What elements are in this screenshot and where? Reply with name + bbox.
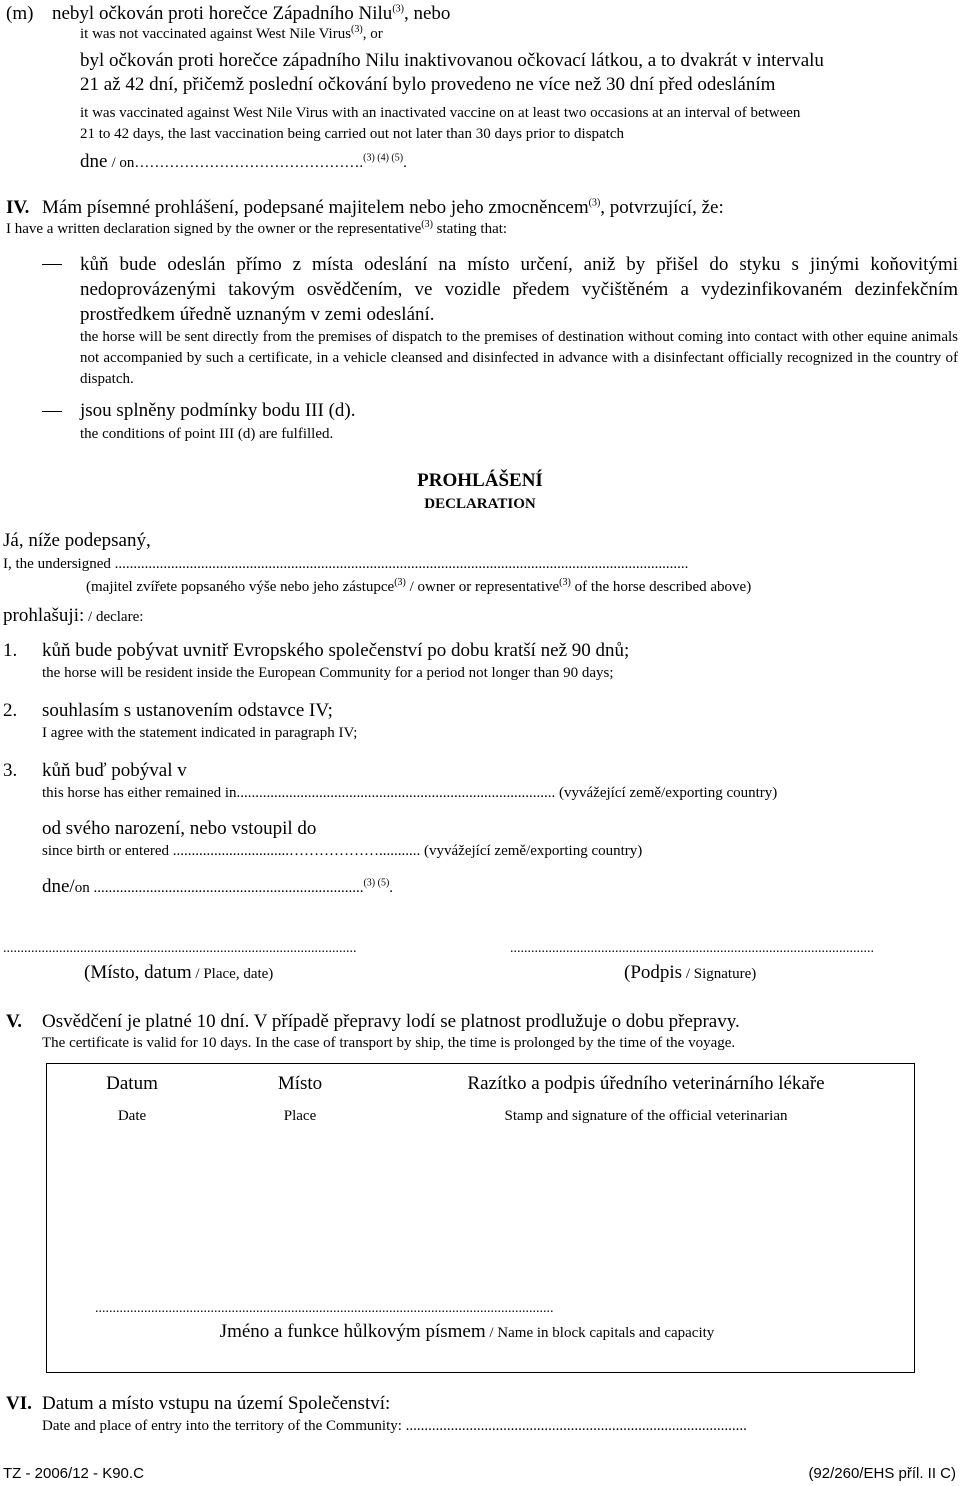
undersigned-en: I, the undersigned (3, 556, 111, 572)
decl-item1-number: 1. (3, 640, 18, 661)
section-iv-item1-en: the horse will be sent directly from the premises of dispatch to the premises of destination without coming into contact with other equine animals not accompanied by such a certificate, in a vehicle cleansed and disinfected in advance with a disinfectant officially recognized in the country of dispatch. (80, 329, 958, 387)
decl-item1-cz: kůň bude pobývat uvnitř Evropského společenství po dobu kratší než 90 dnů; (42, 640, 630, 661)
footnote-ref: (3) (588, 197, 601, 209)
owner-note-b: / owner or representative (405, 579, 560, 595)
m-cz-line (52, 3, 450, 25)
owner-note-a: (majitel zvířete popsaného výše nebo jeho zástupce (86, 579, 395, 595)
m-date-line (80, 151, 407, 173)
decl-item3-en: this horse has either remained in (42, 785, 237, 801)
name-capacity-cz: Jméno a funkce hůlkovým písmem (219, 1321, 486, 1342)
country-label: (vyvážející země/exporting country) (555, 785, 778, 801)
m-marker: (m) (6, 3, 34, 24)
footer-right: (92/260/EHS příl. II C) (808, 1465, 956, 1482)
section-vi-en-line (42, 1417, 747, 1436)
section-vi-en: Date and place of entry into the territory of the Community: (42, 1418, 402, 1434)
name-capacity-label (87, 1321, 847, 1343)
decl-item1-en: the horse will be resident inside the European Community for a period not longer than 90 days; (42, 665, 614, 681)
name-capacity-en: / Name in block capitals and capacity (485, 1325, 715, 1341)
footer-left: TZ - 2006/12 - K90.C (3, 1465, 144, 1482)
date-end: . (403, 155, 407, 171)
owner-note (86, 578, 751, 597)
entry-field[interactable]: ........................................................................................... (401, 1418, 747, 1434)
name-capacity-field[interactable]: ................................................................................................................................... (95, 1301, 554, 1316)
date-column-cz: Datum (106, 1073, 158, 1094)
decl-item3b-en-line (42, 842, 642, 861)
m-vaccinated-cz-2: 21 až 42 dní, přičemž poslední očkování bylo provedeno ne více než 30 dní před odesláním (80, 74, 776, 95)
section-iv-item1-cz: kůň bude odeslán přímo z místa odeslání na místo určení, aniž by přišel do styku s jinými koňovitými nedoprovázenými takovým osvědčením, ve vozidle předem vyčištěném a vydezinfikovaném dezinfekčním prostředkem úředně uznaným v zemi odeslání. (80, 254, 958, 325)
country-label: (vyvážející země/exporting country) (420, 843, 643, 859)
intro-cz-text: Mám písemné prohlášení, podepsané majitelem nebo jeho zmocněncem (42, 197, 589, 218)
intro-cz-end: , potvrzující, že: (600, 197, 724, 218)
date-field-dots[interactable]: ........................................................................ (89, 880, 364, 896)
date-label-cz: dne/ (42, 876, 75, 897)
section-iv-number: IV. (6, 197, 30, 218)
signature-cz: (Podpis (624, 962, 683, 983)
place-date-label (84, 962, 273, 984)
date-column-en: Date (117, 1108, 147, 1124)
m-en-end: , or (362, 26, 383, 42)
signature-field[interactable]: ........................................................................................................ (510, 941, 874, 956)
signature-en: / Signature) (682, 966, 757, 982)
decl-item2-cz: souhlasím s ustanovením odstavce IV; (42, 700, 333, 721)
stamp-table-body (47, 1064, 915, 1373)
decl-item2-en: I agree with the statement indicated in paragraph IV; (42, 725, 358, 741)
declare-en: / declare: (84, 609, 144, 625)
decl-item3-en-line (42, 784, 777, 803)
decl-item3c-line (42, 876, 393, 898)
decl-item3b-cz: od svého narození, nebo vstoupil do (42, 818, 317, 839)
signature-label (624, 962, 756, 984)
stamp-column-en: Stamp and signature of the official veterinarian (504, 1108, 788, 1124)
bullet-dash (42, 411, 62, 412)
m-vaccinated-en-1: it was vaccinated against West Nile Virus with an inactivated vaccine on at least two occasions at an interval of between (80, 105, 801, 121)
place-column-cz: Místo (277, 1073, 323, 1094)
intro-en-end: stating that: (432, 221, 508, 237)
place-column-en: Place (283, 1108, 317, 1124)
m-cz-end: , nebo (403, 3, 451, 24)
declaration-title-cz: PROHLÁŠENÍ (417, 470, 543, 491)
footnote-ref: (3) (559, 577, 571, 588)
date-label-en: on (74, 880, 90, 896)
owner-note-c: of the horse described above) (570, 579, 752, 595)
m-en-line (80, 25, 383, 44)
place-date-cz: (Místo, datum (84, 962, 192, 983)
intro-en-text: I have a written declaration signed by the owner or the representative (6, 221, 422, 237)
section-iv-item2-en: the conditions of point III (d) are fulfilled. (80, 426, 334, 442)
date-label-en: / on (111, 155, 135, 171)
undersigned-cz: Já, níže podepsaný, (3, 530, 151, 551)
section-iv-item2-cz: jsou splněny podmínky bodu III (d). (80, 400, 356, 421)
country-field[interactable]: ..................................................................................... (236, 785, 556, 801)
section-vi-number: VI. (6, 1393, 32, 1414)
m-vaccinated-en-2: 21 to 42 days, the last vaccination being carried out not later than 30 days prior to dispatch (80, 126, 625, 142)
declare-cz: prohlašuji: (3, 605, 85, 626)
footnote-ref: (3) (5) (363, 877, 390, 889)
decl-item3b-en: since birth or entered (42, 843, 170, 859)
footnote-ref: (3) (394, 577, 406, 588)
section-iv-intro-cz (42, 197, 724, 219)
section-vi-cz: Datum a místo vstupu na území Společenství: (42, 1393, 391, 1414)
undersigned-line (3, 555, 688, 574)
place-date-field[interactable]: ..................................................................................................... (3, 941, 357, 956)
section-iv-intro-en (6, 220, 507, 239)
declare-line (3, 605, 143, 627)
footnote-ref: (3) (4) (5) (363, 152, 404, 164)
decl-item3-number: 3. (3, 760, 18, 781)
m-vaccinated-cz-1: byl očkován proti horečce západního Nilu inaktivovanou očkovací látkou, a to dvakrát v intervalu (80, 50, 824, 71)
section-v-en: The certificate is valid for 10 days. In the case of transport by ship, the time is prolonged by the time of the voyage. (42, 1035, 736, 1051)
section-v-cz: Osvědčení je platné 10 dní. V případě přepravy lodí se platnost prodlužuje o dobu přepravy. (42, 1011, 740, 1032)
decl-item2-number: 2. (3, 700, 18, 721)
place-date-en: / Place, date) (191, 966, 274, 982)
m-cz-text: nebyl očkován proti horečce Západního Nilu (52, 3, 393, 24)
footnote-ref: (3) (351, 24, 363, 35)
date-label-cz: dne (80, 151, 108, 172)
stamp-column-cz: Razítko a podpis úředního veterinárního lékaře (467, 1073, 825, 1094)
declaration-title-en: DECLARATION (424, 496, 536, 512)
decl-item3-cz: kůň buď pobýval v (42, 760, 187, 781)
country-field[interactable]: ...............................………………........... (172, 843, 421, 859)
section-v-number: V. (6, 1011, 23, 1032)
footnote-ref: (3) (421, 219, 433, 230)
bullet-dash (42, 264, 62, 265)
date-end: . (389, 880, 394, 896)
footnote-ref: (3) (392, 3, 404, 15)
m-en-text: it was not vaccinated against West Nile Virus (80, 26, 352, 42)
date-field-dots[interactable]: ………………………………………. (134, 155, 364, 171)
stamp-table (46, 1063, 915, 1373)
undersigned-field[interactable]: ......................................................................................................................................................... (114, 556, 689, 572)
